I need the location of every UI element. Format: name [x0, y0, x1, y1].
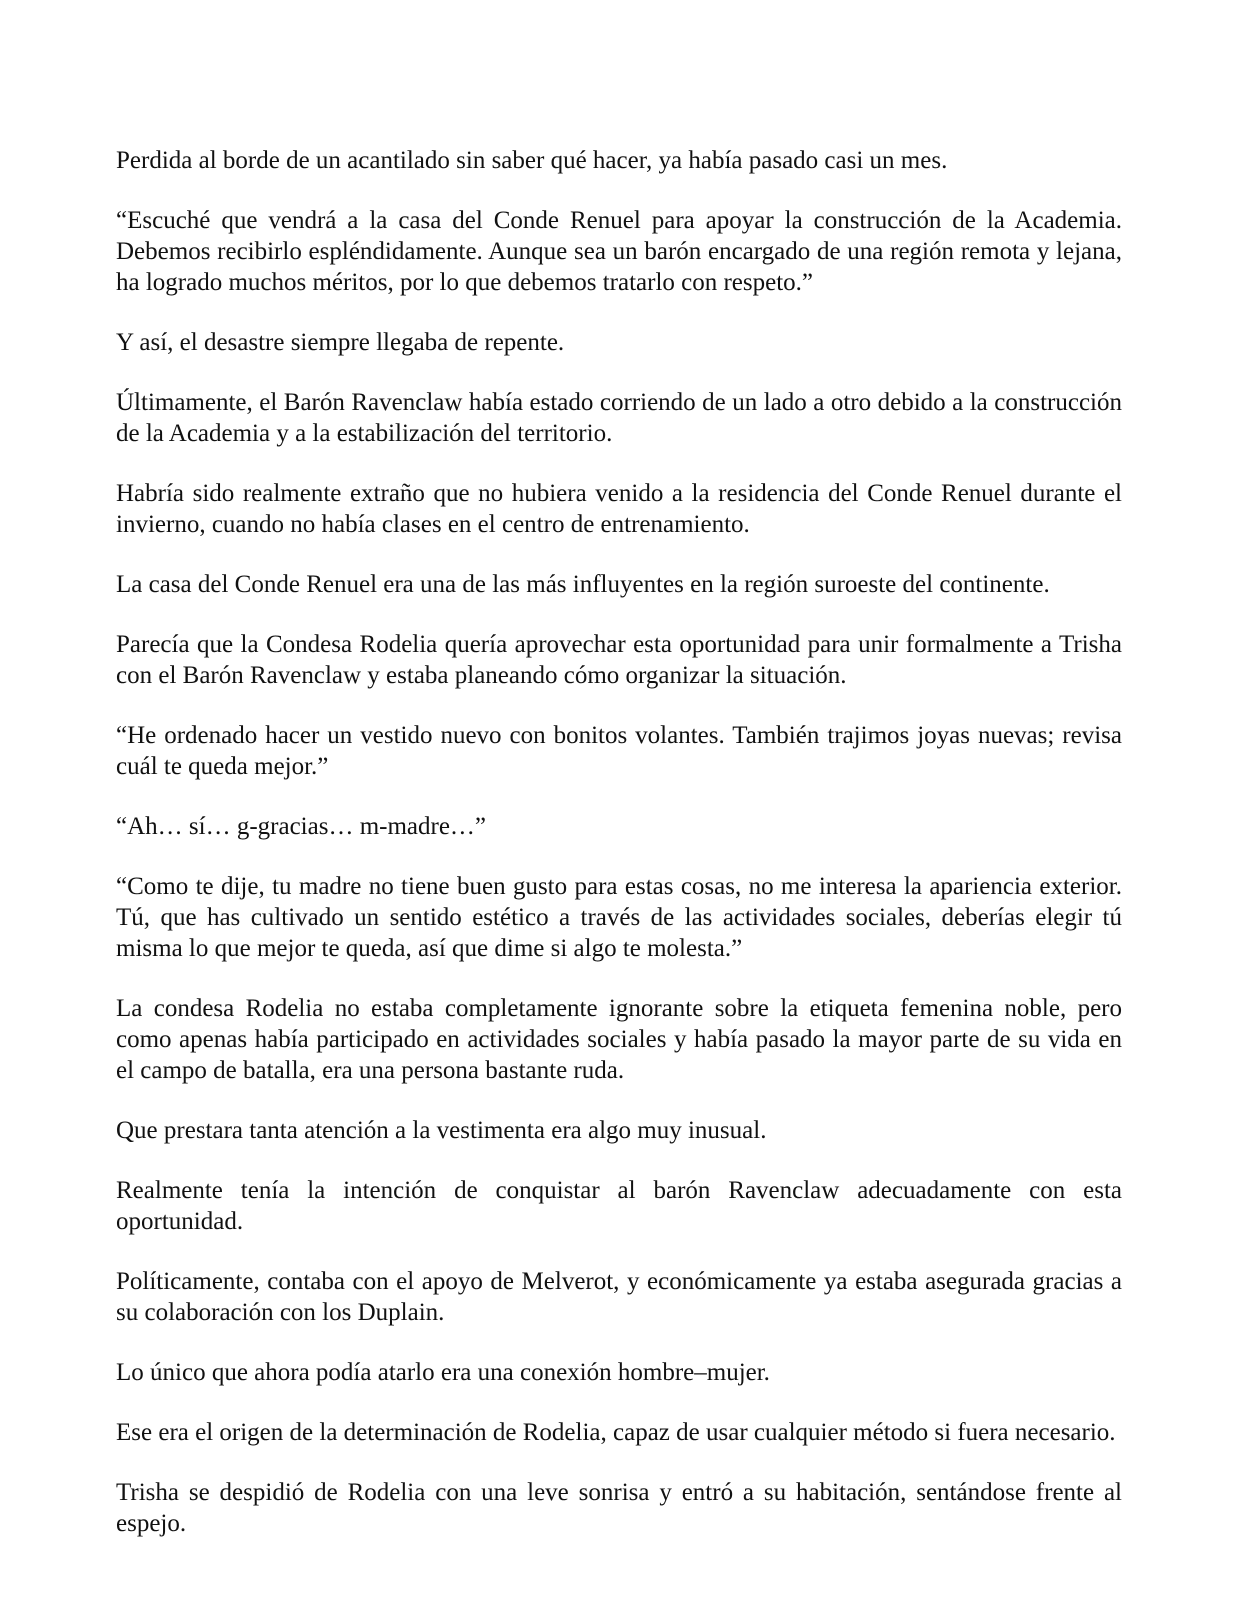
paragraph: Habría sido realmente extraño que no hubiera venido a la residencia del Conde Renuel durante el invierno, cuando no había clases en el centro de entrenamiento.: [116, 480, 1122, 538]
paragraph: Realmente tenía la intención de conquistar al barón Ravenclaw adecuadamente con esta oportunidad.: [116, 1177, 1122, 1235]
paragraph: Ese era el origen de la determinación de Rodelia, capaz de usar cualquier método si fuera necesario.: [116, 1419, 1116, 1446]
paragraph: Trisha se despidió de Rodelia con una leve sonrisa y entró a su habitación, sentándose frente al espejo.: [116, 1479, 1122, 1537]
paragraph: Lo único que ahora podía atarlo era una conexión hombre–mujer.: [116, 1359, 770, 1386]
paragraph: “He ordenado hacer un vestido nuevo con bonitos volantes. También trajimos joyas nuevas; revisa cuál te queda mejor.”: [116, 722, 1122, 780]
document-body: [116, 145, 1122, 1568]
paragraph: Últimamente, el Barón Ravenclaw había estado corriendo de un lado a otro debido a la construcción de la Academia y a la estabilización del territorio.: [116, 389, 1122, 447]
paragraph: Que prestara tanta atención a la vestimenta era algo muy inusual.: [116, 1117, 767, 1144]
paragraph: “Como te dije, tu madre no tiene buen gusto para estas cosas, no me interesa la apariencia exterior. Tú, que has cultivado un sentido estético a través de las actividades sociales, deberías elegir tú misma lo que mejor te queda, así que dime si algo te molesta.”: [116, 873, 1122, 962]
paragraph: “Ah… sí… g-gracias… m-madre…”: [116, 813, 487, 840]
paragraph: Perdida al borde de un acantilado sin saber qué hacer, ya había pasado casi un mes.: [116, 147, 948, 174]
paragraph: La condesa Rodelia no estaba completamente ignorante sobre la etiqueta femenina noble, pero como apenas había participado en actividades sociales y había pasado la mayor parte de su vida en el campo de batalla, era una persona bastante ruda.: [116, 995, 1122, 1084]
paragraph: Parecía que la Condesa Rodelia quería aprovechar esta oportunidad para unir formalmente a Trisha con el Barón Ravenclaw y estaba planeando cómo organizar la situación.: [116, 631, 1122, 689]
paragraph: “Escuché que vendrá a la casa del Conde Renuel para apoyar la construcción de la Academia. Debemos recibirlo espléndidamente. Aunque sea un barón encargado de una región remota y lejana, ha logrado muchos méritos, por lo que debemos tratarlo con respeto.”: [116, 207, 1122, 296]
paragraph: Y así, el desastre siempre llegaba de repente.: [116, 329, 565, 356]
paragraph: La casa del Conde Renuel era una de las más influyentes en la región suroeste del continente.: [116, 571, 1050, 598]
paragraph: Políticamente, contaba con el apoyo de Melverot, y económicamente ya estaba asegurada gracias a su colaboración con los Duplain.: [116, 1268, 1122, 1326]
